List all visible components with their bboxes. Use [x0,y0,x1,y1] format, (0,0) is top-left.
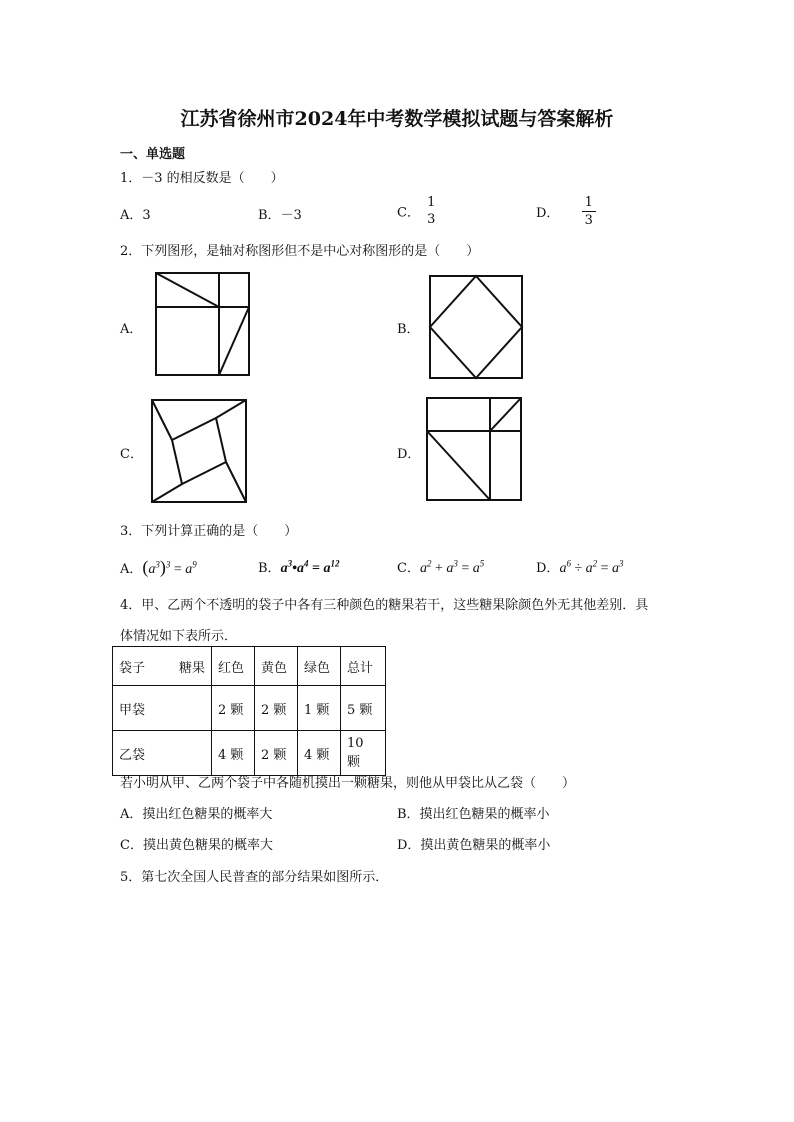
table-cell: 2 颗 [212,686,255,731]
table-header-right: 糖果 [178,660,205,676]
q2-figure-a [154,271,252,378]
table-row-name: 甲袋 [113,686,212,731]
q3-stem: 3．下列计算正确的是（ ） [120,524,298,539]
q2-option-d-label: D． [397,447,421,462]
q1-option-c-label: C． [397,205,420,221]
q4-option-a: A．摸出红色糖果的概率大 [120,807,273,822]
q3-option-a [120,557,197,578]
q4-option-c: C．摸出黄色糖果的概率大 [120,838,273,853]
table-cell: 10 颗 [341,731,386,776]
q2-figure-c [150,398,248,504]
q2-option-c-label: C． [120,447,143,462]
q4-stem-line2: 体情况如下表所示． [120,629,238,644]
q5-stem: 5．第七次全国人民普查的部分结果如图所示． [120,870,389,885]
q1-option-d [536,196,596,227]
q1-option-c-den: 3 [427,212,436,227]
q1-option-c-num: 1 [427,195,436,210]
table-row-name: 乙袋 [113,731,212,776]
table-header-corner [113,647,212,686]
table-header-row [113,647,386,686]
q4-option-d: D．摸出黄色糖果的概率小 [397,838,551,853]
table-cell: 5 颗 [341,686,386,731]
table-header-left: 袋子 [119,660,146,676]
table-cell: 4 颗 [298,731,341,776]
q3-option-b-label: B． [258,561,281,576]
table-row [113,686,386,731]
table-cell: 1 颗 [298,686,341,731]
q3-option-a-label: A． [120,562,143,577]
table-col-header: 总计 [341,647,386,686]
table-col-header: 红色 [212,647,255,686]
q2-option-a-label: A． [120,322,143,337]
q2-figure-d [425,396,523,502]
q1-option-c [397,196,438,226]
q2-option-b-label: B． [397,322,420,337]
candy-table [112,646,386,776]
table-cell: 2 颗 [255,731,298,776]
q2-figure-b [428,274,524,380]
table-col-header: 黄色 [255,647,298,686]
q1-option-c-fraction [424,196,438,226]
q4-follow: 若小明从甲、乙两个袋子中各随机摸出一颗糖果，则他从甲袋比从乙袋（ ） [120,776,576,791]
table-col-header: 绿色 [298,647,341,686]
q1-option-d-fraction [582,196,596,227]
q1-option-d-den: 3 [584,213,593,228]
q1-option-b: B．－3 [258,208,302,223]
q3-option-b-formula: $a^3•a^4 = a^{12}$ [280,558,340,576]
q3-option-c [397,557,484,577]
q3-option-d [536,557,624,577]
page-title: 江苏省徐州市2024年中考数学模拟试题与答案解析 [180,108,614,130]
q4-stem-line1: 4．甲、乙两个不透明的袋子中各有三种颜色的糖果若干，这些糖果除颜色外无其他差别．具 [120,598,649,613]
section-heading: 一、单选题 [120,147,186,162]
q4-option-b: B．摸出红色糖果的概率小 [397,807,550,822]
q3-option-c-formula: $a^2 + a^3 = a^5$ [419,558,485,576]
q3-option-a-formula: $(a^3)^3 = a^9$ [142,557,197,577]
table-row [113,731,386,776]
table-cell: 4 颗 [212,731,255,776]
q1-stem: 1．－3 的相反数是（ ） [120,171,284,186]
q3-option-b [258,557,339,577]
q3-option-d-label: D． [536,561,560,576]
q2-stem: 2．下列图形，是轴对称图形但不是中心对称图形的是（ ） [120,244,480,259]
q3-option-c-label: C． [397,561,420,576]
table-cell: 2 颗 [255,686,298,731]
q1-option-a: A．3 [120,208,151,223]
q1-option-d-num: 1 [582,196,596,212]
q1-option-d-label: D． [536,206,560,221]
q3-option-d-formula: $a^6 \div a^2 = a^3$ [559,558,624,576]
